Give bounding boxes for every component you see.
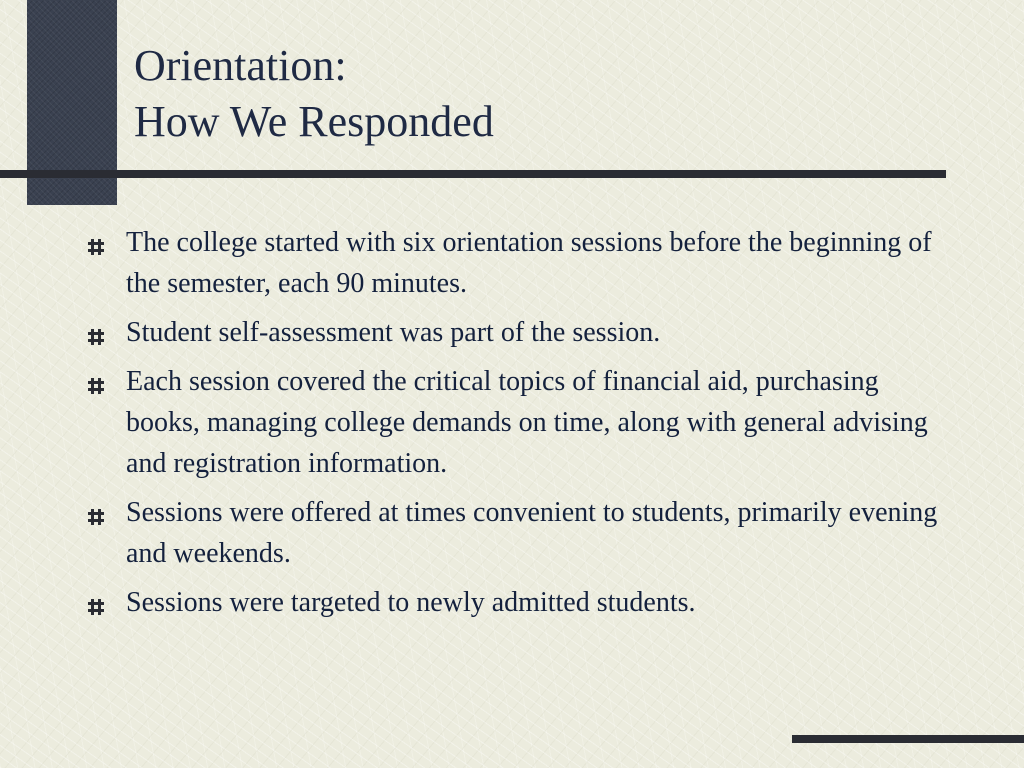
- bullet-item: [84, 361, 944, 484]
- bullet-list: [84, 222, 944, 631]
- slide-title: [134, 38, 934, 150]
- bullet-item: [84, 312, 944, 353]
- hash-bullet-icon: [87, 238, 105, 256]
- title-divider: [0, 170, 946, 178]
- bullet-text: Sessions were targeted to newly admitted students.: [126, 587, 696, 618]
- bullet-text: The college started with six orientation sessions before the beginning of the semester, each 90 minutes.: [126, 227, 932, 299]
- title-line-2: How We Responded: [134, 97, 494, 146]
- hash-bullet-icon: [87, 377, 105, 395]
- hash-bullet-icon: [87, 598, 105, 616]
- bullet-item: [84, 222, 944, 304]
- bullet-text: Each session covered the critical topics of financial aid, purchasing books, managing college demands on time, along with general advising and registration information.: [126, 366, 928, 479]
- hash-bullet-icon: [87, 508, 105, 526]
- bullet-item: [84, 492, 944, 574]
- bottom-divider: [792, 735, 1024, 743]
- title-line-1: Orientation:: [134, 41, 347, 90]
- hash-bullet-icon: [87, 328, 105, 346]
- bullet-text: Student self-assessment was part of the session.: [126, 317, 661, 348]
- bullet-text: Sessions were offered at times convenient to students, primarily evening and weekends.: [126, 497, 938, 569]
- bullet-item: [84, 582, 944, 623]
